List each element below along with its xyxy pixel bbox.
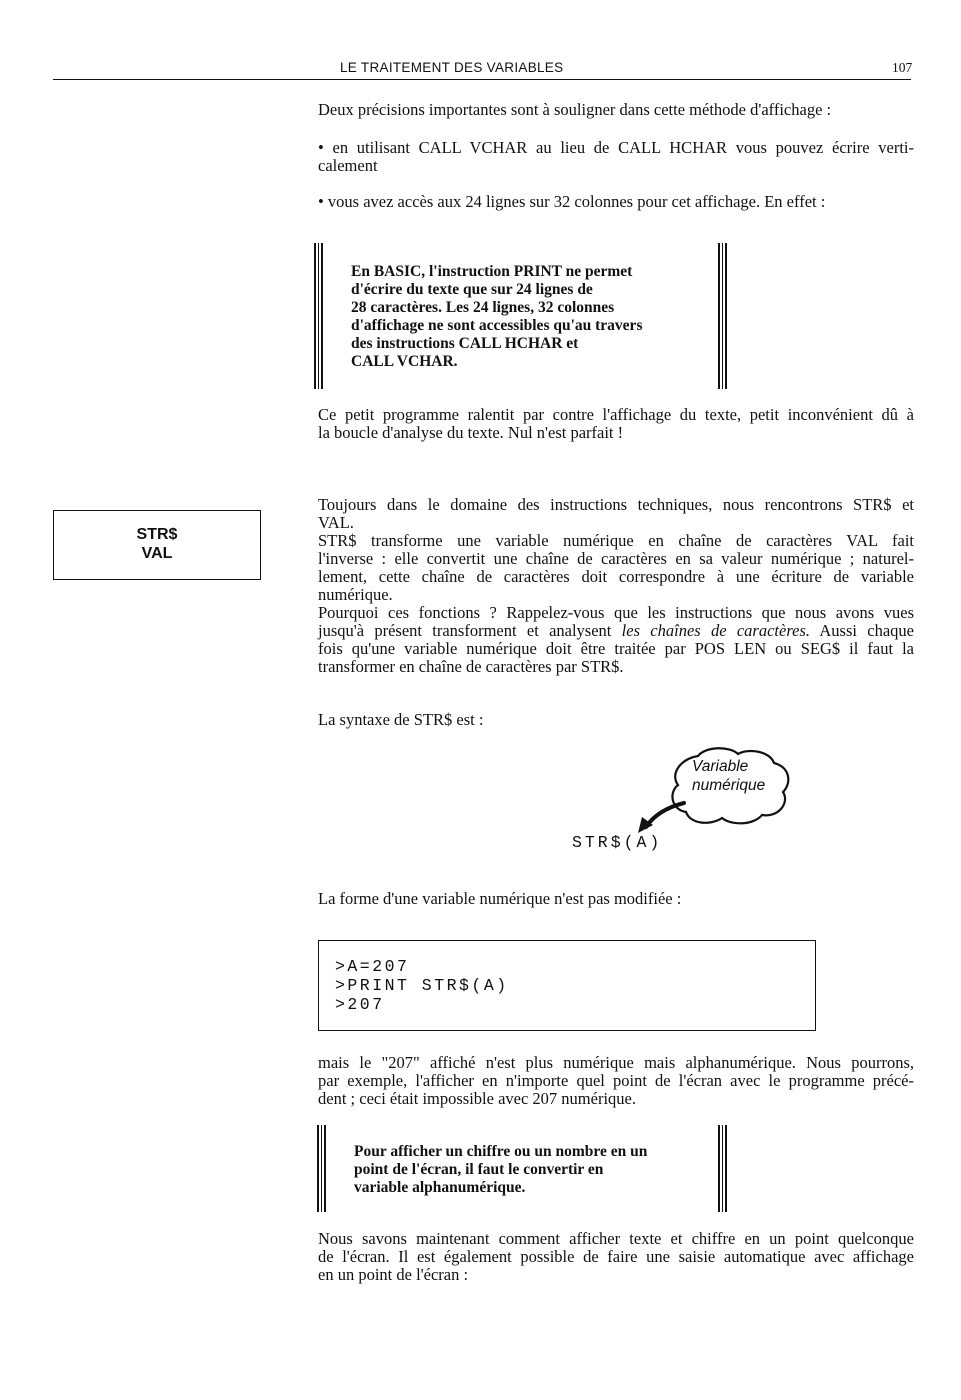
running-header-title: LE TRAITEMENT DES VARIABLES bbox=[340, 60, 564, 75]
bubble-text-line-2: numérique bbox=[692, 777, 766, 794]
after-code-paragraph bbox=[318, 1054, 914, 1108]
note1-line: d'affichage ne sont accessibles qu'au travers bbox=[351, 317, 643, 334]
section-line: lement, cette chaîne de caractères doit correspondre à une écriture de variable bbox=[318, 567, 914, 586]
intro-lead: Deux précisions importantes sont à souligner dans cette méthode d'affichage : bbox=[318, 100, 832, 119]
section-text-run: jusqu'à présent transforment et analysent bbox=[318, 621, 622, 640]
note2-left-bars bbox=[317, 1125, 326, 1212]
note2-line: variable alphanumérique. bbox=[354, 1179, 526, 1196]
closing-line-1: Nous savons maintenant comment afficher texte et chiffre en un point quelconque bbox=[318, 1229, 914, 1248]
code-line: >207 bbox=[335, 995, 385, 1014]
note1-line: CALL VCHAR. bbox=[351, 353, 458, 370]
note2-text bbox=[354, 1143, 714, 1197]
section-line: VAL. bbox=[318, 513, 354, 532]
note1-line: En BASIC, l'instruction PRINT ne permet bbox=[351, 263, 633, 280]
after-code-line-2: par exemple, l'afficher en n'importe quel point de l'écran avec le programme précé- bbox=[318, 1071, 914, 1090]
closing-line-3: en un point de l'écran : bbox=[318, 1265, 469, 1284]
closing-line-2: de l'écran. Il est également possible de faire une saisie automatique avec affichage bbox=[318, 1247, 914, 1266]
page-number: 107 bbox=[892, 60, 913, 75]
note2-right-bars bbox=[718, 1125, 727, 1212]
side-topic-val: VAL bbox=[141, 545, 173, 562]
intro-bullet-1-line-1: • en utilisant CALL VCHAR au lieu de CALL HCHAR vous pouvez écrire verti- bbox=[318, 138, 914, 157]
note1-left-bars bbox=[314, 243, 323, 389]
after-code-line-3: dent ; ceci était impossible avec 207 numérique. bbox=[318, 1089, 636, 1108]
syntax-expression: STR$(A) bbox=[572, 833, 663, 852]
section-line: numérique. bbox=[318, 585, 393, 604]
after-note1-paragraph bbox=[318, 406, 914, 442]
note2-line: point de l'écran, il faut le convertir en bbox=[354, 1161, 604, 1178]
side-topic-box bbox=[53, 510, 261, 580]
section-line: transformer en chaîne de caractères par STR$. bbox=[318, 657, 624, 676]
section-line: STR$ transforme une variable numérique en chaîne de caractères VAL fait bbox=[318, 531, 914, 550]
side-topic-str: STR$ bbox=[136, 526, 178, 543]
section-line: l'inverse : elle convertit une chaîne de caractères en sa valeur numérique ; naturel- bbox=[318, 549, 914, 568]
section-paragraph bbox=[318, 496, 914, 676]
section-line-with-italic bbox=[318, 622, 914, 640]
form-intro: La forme d'une variable numérique n'est pas modifiée : bbox=[318, 889, 682, 908]
note1-line: d'écrire du texte que sur 24 lignes de bbox=[351, 281, 593, 298]
closing-paragraph bbox=[318, 1230, 914, 1284]
syntax-intro: La syntaxe de STR$ est : bbox=[318, 710, 484, 729]
code-line: >A=207 bbox=[335, 957, 410, 976]
bubble-text bbox=[692, 757, 765, 795]
intro-bullet-1-line-2: calement bbox=[318, 156, 378, 175]
section-line: fois qu'une variable numérique doit être traitée par POS LEN ou SEG$ il faut la bbox=[318, 639, 914, 658]
section-italic-run: les chaînes de caractères. bbox=[621, 621, 810, 640]
intro-bullet-2: • vous avez accès aux 24 lignes sur 32 colonnes pour cet affichage. En effet : bbox=[318, 192, 826, 211]
section-line: Toujours dans le domaine des instructions techniques, nous rencontrons STR$ et bbox=[318, 495, 914, 514]
header-rule bbox=[53, 79, 911, 80]
code-line: >PRINT STR$(A) bbox=[335, 976, 509, 995]
section-text-run: Aussi chaque bbox=[810, 621, 914, 640]
note2-line: Pour afficher un chiffre ou un nombre en un bbox=[354, 1143, 648, 1160]
after-note1-line-1: Ce petit programme ralentit par contre l'affichage du texte, petit inconvénient dû à bbox=[318, 405, 914, 424]
bubble-text-line-1: Variable bbox=[692, 758, 749, 775]
code-listing-box bbox=[318, 940, 816, 1031]
note1-right-bars bbox=[718, 243, 727, 389]
note1-line: 28 caractères. Les 24 lignes, 32 colonnes bbox=[351, 299, 615, 316]
after-code-line-1: mais le "207" affiché n'est plus numérique mais alphanumérique. Nous pourrons, bbox=[318, 1053, 914, 1072]
note1-line: des instructions CALL HCHAR et bbox=[351, 335, 579, 352]
note1-text bbox=[351, 263, 711, 371]
intro-bullet-1 bbox=[318, 139, 914, 175]
section-line: Pourquoi ces fonctions ? Rappelez-vous que les instructions que nous avons vues bbox=[318, 603, 914, 622]
after-note1-line-2: la boucle d'analyse du texte. Nul n'est parfait ! bbox=[318, 423, 624, 442]
